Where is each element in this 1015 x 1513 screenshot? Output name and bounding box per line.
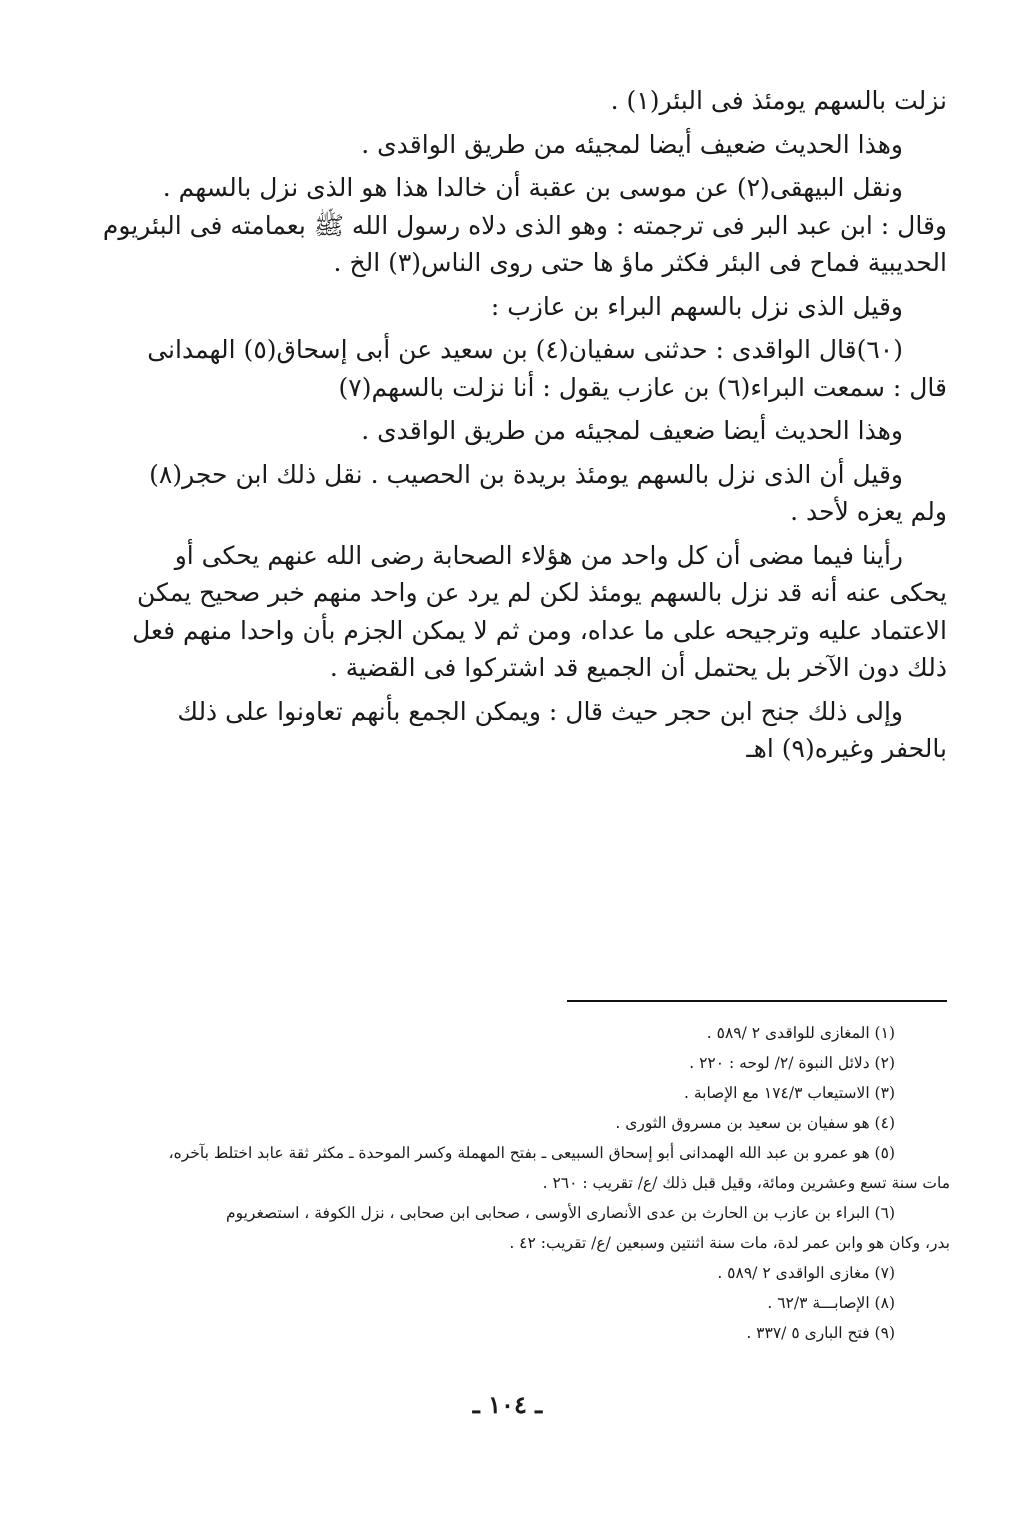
footnote-continuation: مات سنة تسع وعشرين ومائة، وقيل قبل ذلك /ع/ تقريب : ٢٦٠ . bbox=[542, 1174, 950, 1192]
text-line: ذلك دون الآخر بل يحتمل أن الجميع قد اشتركوا فى القضية . bbox=[329, 653, 947, 682]
footnote-divider bbox=[567, 1000, 947, 1002]
text-line: وقال : ابن عبد البر فى ترجمته : وهو الذى دلاه رسول الله ﷺ بعمامته فى البئريوم bbox=[102, 210, 947, 240]
text-line: يحكى عنه أنه قد نزل بالسهم يومئذ لكن لم يرد عن واحد منهم خبر صحيح يمكن bbox=[136, 578, 947, 607]
paragraph bbox=[127, 493, 947, 531]
paragraph bbox=[127, 288, 947, 326]
text-line: قال : سمعت البراء(٦) بن عازب يقول : أنا نزلت بالسهم(٧) bbox=[338, 372, 947, 402]
paragraph bbox=[127, 456, 947, 494]
footnote: (٥) هو عمرو بن عبد الله الهمدانى أبو إسحاق السبيعى ـ بفتح المهملة وكسر الموحدة ـ مكثر ثقة عابد اختلط بآخره، bbox=[168, 1144, 895, 1162]
paragraph bbox=[127, 537, 947, 575]
footnote-continuation: بدر، وكان هو وابن عمر لدة، مات سنة اثنتين وسبعين /ع/ تقريب: ٤٢ . bbox=[509, 1234, 950, 1252]
paragraph bbox=[102, 207, 947, 282]
text-line: وإلى ذلك جنح ابن حجر حيث قال : ويمكن الجمع بأنهم تعاونوا على ذلك bbox=[177, 696, 903, 726]
footnotes bbox=[130, 1018, 950, 1348]
text-line: (٦٠)قال الواقدى : حدثنى سفيان(٤) بن سعيد عن أبى إسحاق(٥) الهمدانى bbox=[147, 335, 903, 364]
text-line: وقيل أن الذى نزل بالسهم يومئذ بريدة بن الحصيب . نقل ذلك ابن حجر(٨) bbox=[149, 459, 903, 489]
main-text bbox=[102, 82, 947, 768]
footnote: (٩) فتح البارى ٥ /٣٣٧ . bbox=[746, 1324, 895, 1342]
text-line: بالحفر وغيره(٩) اهـ bbox=[746, 734, 947, 763]
paragraph bbox=[127, 693, 947, 731]
paragraph bbox=[127, 82, 947, 120]
paragraph bbox=[127, 126, 947, 164]
paragraph bbox=[127, 412, 947, 450]
footnote: (٦) البراء بن عازب بن الحارث بن عدى الأنصارى الأوسى ، صحابى ابن صحابى ، نزل الكوفة ، استصغريوم bbox=[226, 1204, 895, 1222]
text-line: نزلت بالسهم يومئذ فى البئر(١) . bbox=[610, 86, 947, 115]
paragraph bbox=[127, 169, 947, 207]
text-line: الحديبية فماح فى البئر فكثر ماؤ ها حتى روى الناس(٣) الخ . bbox=[333, 248, 947, 277]
page-number: ـ ١٠٤ ـ bbox=[472, 1390, 543, 1419]
text-line: وهذا الحديث ضعيف أيضا لمجيئه من طريق الواقدى . bbox=[361, 129, 903, 159]
footnote: (٢) دلائل النبوة /٢/ لوحه : ٢٢٠ . bbox=[689, 1054, 895, 1072]
footnote: (٣) الاستيعاب ١٧٤/٣ مع الإصابة . bbox=[683, 1084, 895, 1102]
text-line: الاعتماد عليه وترجيحه على ما عداه، ومن ثم لا يمكن الجزم بأن واحدا منهم فعل bbox=[132, 615, 947, 645]
paragraph bbox=[127, 730, 947, 768]
footnote: (٤) هو سفيان بن سعيد بن مسروق الثورى . bbox=[615, 1114, 895, 1132]
text-line: رأينا فيما مضى أن كل واحد من هؤلاء الصحابة رضى الله عنهم يحكى أو bbox=[174, 540, 903, 570]
paragraph bbox=[127, 369, 947, 407]
footnote: (٨) الإصابـــة ٦٢/٣ . bbox=[767, 1294, 895, 1312]
text-line: وقيل الذى نزل بالسهم البراء بن عازب : bbox=[490, 291, 903, 321]
footnote: (١) المغازى للواقدى ٢ /٥٨٩ . bbox=[706, 1024, 895, 1042]
text-line: ولم يعزه لأحد . bbox=[790, 497, 947, 526]
text-line: ونقل البيهقى(٢) عن موسى بن عقبة أن خالدا هذا هو الذى نزل بالسهم . bbox=[162, 173, 903, 202]
paragraph bbox=[127, 574, 947, 687]
hadith-paragraph bbox=[127, 331, 947, 369]
text-line: وهذا الحديث أيضا ضعيف لمجيئه من طريق الواقدى . bbox=[361, 416, 903, 445]
footnote: (٧) مغازى الواقدى ٢ /٥٨٩ . bbox=[717, 1264, 895, 1282]
